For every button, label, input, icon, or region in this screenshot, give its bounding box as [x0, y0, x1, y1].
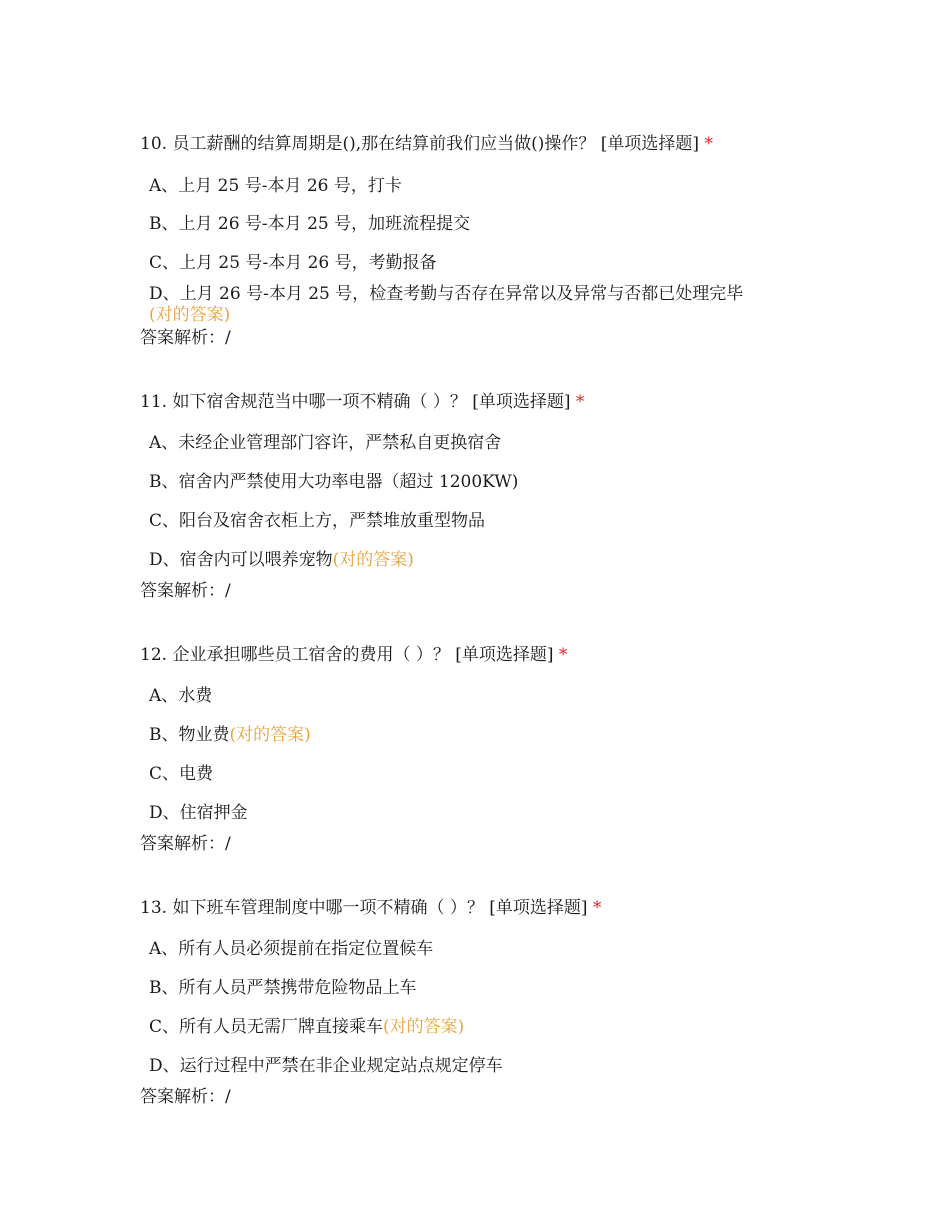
option-b: B、宿舍内严禁使用大功率电器（超过 1200KW) — [149, 472, 519, 492]
option-b: B、物业费(对的答案) — [149, 725, 311, 745]
option-d: D、上月 26 号-本月 25 号，检查考勤与否存在异常以及异常与否都已处理完毕 — [149, 284, 744, 304]
option-b: B、上月 26 号-本月 25 号，加班流程提交 — [149, 214, 471, 234]
required-mark: * — [558, 645, 568, 665]
question-title — [140, 644, 920, 666]
option-c: C、阳台及宿舍衣柜上方，严禁堆放重型物品 — [149, 511, 486, 531]
question-title — [140, 897, 920, 919]
answer-analysis: 答案解析：/ — [140, 834, 231, 854]
option-d: D、住宿押金 — [149, 803, 248, 823]
question-title — [140, 391, 920, 413]
answer-analysis: 答案解析：/ — [140, 1087, 231, 1107]
question-title — [140, 133, 920, 155]
option-d: D、运行过程中严禁在非企业规定站点规定停车 — [149, 1056, 503, 1076]
question-text: 13. 如下班车管理制度中哪一项不精确（ ）？ [单项选择题] — [140, 898, 588, 918]
required-mark: * — [592, 898, 602, 918]
answer-analysis: 答案解析：/ — [140, 328, 231, 348]
question-text: 11. 如下宿舍规范当中哪一项不精确（ ）？ [单项选择题] — [140, 392, 571, 412]
option-a: A、水费 — [149, 686, 213, 706]
answer-analysis: 答案解析：/ — [140, 581, 231, 601]
option-a: A、上月 25 号-本月 26 号，打卡 — [149, 176, 402, 196]
option-d: D、宿舍内可以喂养宠物(对的答案) — [149, 550, 414, 570]
question-11 — [140, 391, 920, 601]
option-c: C、上月 25 号-本月 26 号，考勤报备 — [149, 253, 437, 273]
option-a: A、所有人员必须提前在指定位置候车 — [149, 939, 434, 959]
question-13 — [140, 897, 920, 1107]
question-12 — [140, 644, 920, 854]
required-mark: * — [575, 392, 585, 412]
correct-answer-tag: (对的答案) — [229, 725, 311, 745]
correct-answer-tag: (对的答案) — [332, 550, 414, 570]
option-a: A、未经企业管理部门容许，严禁私自更换宿舍 — [149, 433, 502, 453]
required-mark: * — [704, 134, 713, 154]
question-text: 10. 员工薪酬的结算周期是(),那在结算前我们应当做()操作？ [单项选择题] — [140, 134, 700, 154]
option-b: B、所有人员严禁携带危险物品上车 — [149, 978, 417, 998]
question-text: 12. 企业承担哪些员工宿舍的费用（ ）？ [单项选择题] — [140, 645, 554, 665]
question-10 — [140, 133, 920, 348]
option-c: C、所有人员无需厂牌直接乘车(对的答案) — [149, 1017, 465, 1037]
option-c: C、电费 — [149, 764, 214, 784]
correct-answer-tag: (对的答案) — [149, 305, 231, 325]
correct-answer-tag: (对的答案) — [383, 1017, 465, 1037]
